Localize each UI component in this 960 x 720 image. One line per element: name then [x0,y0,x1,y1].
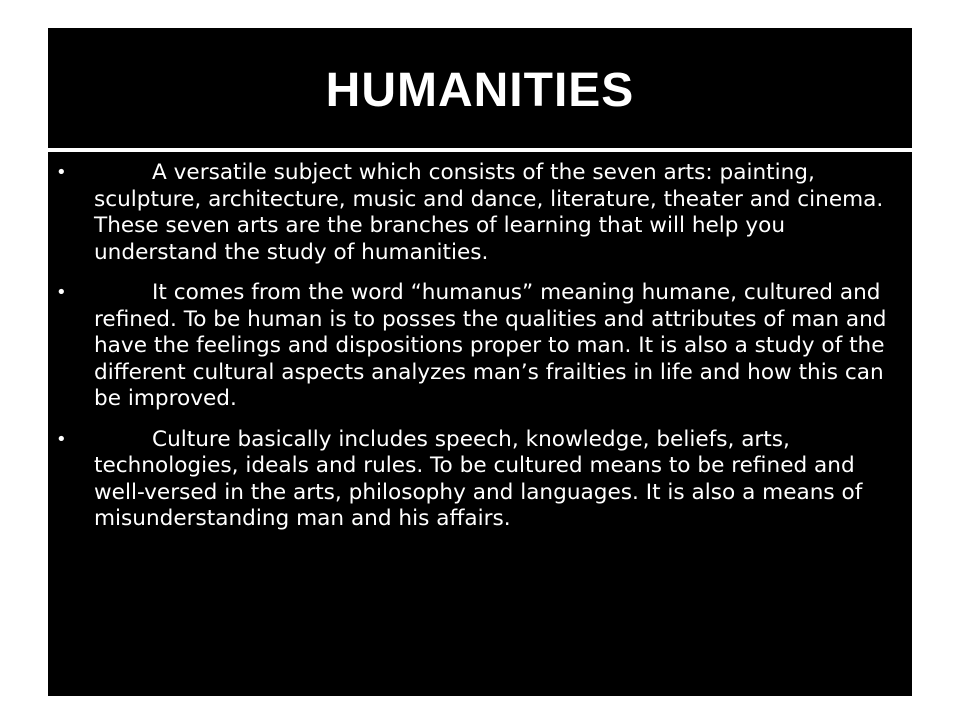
bullet-marker: • [56,162,67,183]
title-divider [48,148,912,152]
title-band [48,28,912,148]
bullet-text: A versatile subject which consists of the seven arts: painting, sculpture, architecture, music and dance, literature, theater and cinema. These seven arts are the branches of learning that will help you understand the study of humanities. [94,160,884,265]
slide-title: HUMANITIES [325,63,635,117]
bullet-list [48,160,912,547]
bullet-item [48,160,912,266]
bullet-text: Culture basically includes speech, knowledge, beliefs, arts, technologies, ideals and rules. To be cultured means to be refined and well-versed in the arts, philosophy and languages. It is also a means of misunderstanding man and his affairs. [94,426,863,531]
bullet-item [48,427,912,533]
slide [48,28,912,696]
bullet-marker: • [56,428,67,450]
bullet-marker: • [56,282,67,303]
bullet-item [48,280,912,413]
bullet-text: It comes from the word “humanus” meaning humane, cultured and refined. To be human is to posses the qualities and attributes of man and have the feelings and dispositions proper to man. It is also a study of the different cultural aspects analyzes man’s frailties in life and how this can be improved. [94,280,887,411]
